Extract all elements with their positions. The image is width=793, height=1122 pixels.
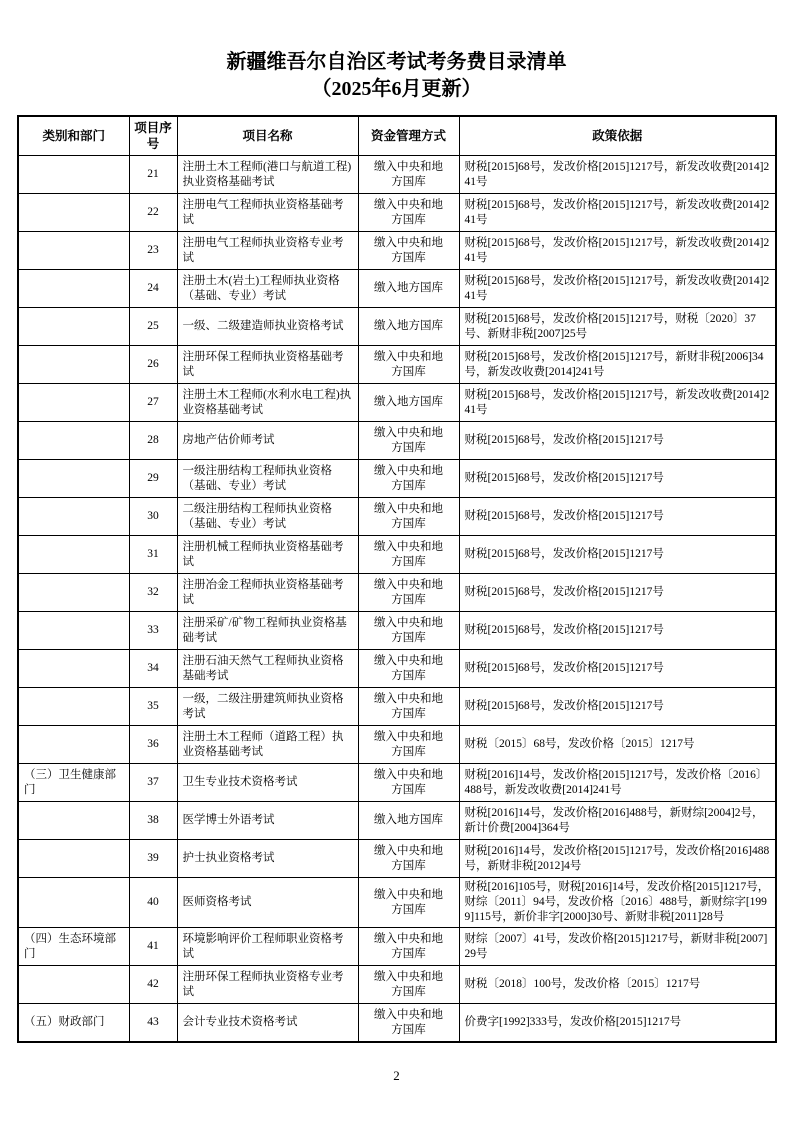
category-cell — [18, 688, 129, 726]
fund-method-cell: 缴入中央和地方国库 — [358, 928, 459, 966]
table-row — [18, 422, 776, 460]
policy-basis-cell: 财税[2015]68号，发改价格[2015]1217号 — [459, 422, 776, 460]
table-row — [18, 536, 776, 574]
policy-basis-cell: 财税[2016]105号，财税[2016]14号，发改价格[2015]1217号，财综〔2011〕94号，发改价格〔2016〕488号，新财综字[1999]115号，新价非字[2000]30号、新财非税[2011]28号 — [459, 878, 776, 928]
table-row — [18, 840, 776, 878]
item-name-cell: 一级注册结构工程师执业资格（基础、专业）考试 — [177, 460, 358, 498]
policy-basis-cell: 财税[2015]68号，发改价格[2015]1217号 — [459, 460, 776, 498]
category-cell — [18, 966, 129, 1004]
item-number-cell: 30 — [129, 498, 177, 536]
item-number-cell: 28 — [129, 422, 177, 460]
table-row — [18, 764, 776, 802]
category-cell: （三）卫生健康部门 — [18, 764, 129, 802]
fund-method-cell: 缴入中央和地方国库 — [358, 966, 459, 1004]
category-cell — [18, 650, 129, 688]
header-item-name: 项目名称 — [177, 116, 358, 156]
policy-basis-cell: 财税[2015]68号，发改价格[2015]1217号，新财非税[2006]34号，新发改收费[2014]241号 — [459, 346, 776, 384]
fund-method-cell: 缴入地方国库 — [358, 270, 459, 308]
table-row — [18, 498, 776, 536]
table-row — [18, 308, 776, 346]
item-number-cell: 43 — [129, 1004, 177, 1043]
category-cell — [18, 498, 129, 536]
item-number-cell: 22 — [129, 194, 177, 232]
policy-basis-cell: 财税[2015]68号，发改价格[2015]1217号 — [459, 650, 776, 688]
header-item-number: 项目序号 — [129, 116, 177, 156]
category-cell — [18, 384, 129, 422]
policy-basis-cell: 财税[2015]68号，发改价格[2015]1217号，新发改收费[2014]241号 — [459, 194, 776, 232]
item-name-cell: 注册土木工程师(水利水电工程)执业资格基础考试 — [177, 384, 358, 422]
category-cell — [18, 422, 129, 460]
item-number-cell: 41 — [129, 928, 177, 966]
policy-basis-cell: 财税[2015]68号，发改价格[2015]1217号，新发改收费[2014]241号 — [459, 384, 776, 422]
table-row — [18, 346, 776, 384]
category-cell — [18, 232, 129, 270]
category-cell — [18, 270, 129, 308]
item-number-cell: 34 — [129, 650, 177, 688]
policy-basis-cell: 财税[2015]68号，发改价格[2015]1217号 — [459, 688, 776, 726]
item-number-cell: 39 — [129, 840, 177, 878]
item-number-cell: 24 — [129, 270, 177, 308]
category-cell — [18, 194, 129, 232]
policy-basis-cell: 财税[2015]68号，发改价格[2015]1217号 — [459, 536, 776, 574]
category-cell — [18, 612, 129, 650]
item-name-cell: 卫生专业技术资格考试 — [177, 764, 358, 802]
policy-basis-cell: 财税〔2015〕68号，发改价格〔2015〕1217号 — [459, 726, 776, 764]
item-name-cell: 医学博士外语考试 — [177, 802, 358, 840]
item-number-cell: 35 — [129, 688, 177, 726]
category-cell: （五）财政部门 — [18, 1004, 129, 1043]
policy-basis-cell: 财税[2016]14号，发改价格[2015]1217号，发改价格[2016]488号，新财非税[2012]4号 — [459, 840, 776, 878]
policy-basis-cell: 财税[2015]68号，发改价格[2015]1217号，新发改收费[2014]241号 — [459, 270, 776, 308]
table-row — [18, 650, 776, 688]
table-row — [18, 156, 776, 194]
fund-method-cell: 缴入地方国库 — [358, 308, 459, 346]
fund-method-cell: 缴入中央和地方国库 — [358, 460, 459, 498]
fund-method-cell: 缴入中央和地方国库 — [358, 688, 459, 726]
category-cell — [18, 156, 129, 194]
fund-method-cell: 缴入中央和地方国库 — [358, 726, 459, 764]
item-name-cell: 护士执业资格考试 — [177, 840, 358, 878]
fund-method-cell: 缴入中央和地方国库 — [358, 498, 459, 536]
table-row — [18, 928, 776, 966]
category-cell — [18, 878, 129, 928]
item-name-cell: 注册土木工程师（道路工程）执业资格基础考试 — [177, 726, 358, 764]
category-cell — [18, 346, 129, 384]
item-number-cell: 40 — [129, 878, 177, 928]
category-cell — [18, 536, 129, 574]
table-row — [18, 194, 776, 232]
item-name-cell: 注册机械工程师执业资格基础考试 — [177, 536, 358, 574]
policy-basis-cell: 价费字[1992]333号，发改价格[2015]1217号 — [459, 1004, 776, 1043]
category-cell — [18, 308, 129, 346]
item-name-cell: 一级，二级注册建筑师执业资格考试 — [177, 688, 358, 726]
policy-basis-cell: 财税[2015]68号，发改价格[2015]1217号 — [459, 574, 776, 612]
document-title: 新疆维吾尔自治区考试考务费目录清单 — [226, 51, 567, 73]
fund-method-cell: 缴入中央和地方国库 — [358, 612, 459, 650]
item-number-cell: 25 — [129, 308, 177, 346]
fund-method-cell: 缴入中央和地方国库 — [358, 232, 459, 270]
item-number-cell: 37 — [129, 764, 177, 802]
table-row — [18, 1004, 776, 1043]
category-cell: （四）生态环境部门 — [18, 928, 129, 966]
policy-basis-cell: 财税[2015]68号，发改价格[2015]1217号，新发改收费[2014]241号 — [459, 156, 776, 194]
policy-basis-cell: 财综〔2007〕41号，发改价格[2015]1217号，新财非税[2007]29号 — [459, 928, 776, 966]
item-name-cell: 注册冶金工程师执业资格基础考试 — [177, 574, 358, 612]
category-cell — [18, 840, 129, 878]
table-row — [18, 966, 776, 1004]
policy-basis-cell: 财税[2016]14号，发改价格[2016]488号，新财综[2004]2号，新计价费[2004]364号 — [459, 802, 776, 840]
policy-basis-cell: 财税〔2018〕100号，发改价格〔2015〕1217号 — [459, 966, 776, 1004]
item-name-cell: 房地产估价师考试 — [177, 422, 358, 460]
header-policy-basis: 政策依据 — [459, 116, 776, 156]
table-row — [18, 726, 776, 764]
fee-table-body — [18, 156, 776, 1043]
category-cell — [18, 802, 129, 840]
item-number-cell: 23 — [129, 232, 177, 270]
fund-method-cell: 缴入中央和地方国库 — [358, 422, 459, 460]
item-name-cell: 注册采矿/矿物工程师执业资格基础考试 — [177, 612, 358, 650]
table-row — [18, 270, 776, 308]
item-name-cell: 会计专业技术资格考试 — [177, 1004, 358, 1043]
item-name-cell: 医师资格考试 — [177, 878, 358, 928]
item-name-cell: 注册电气工程师执业资格基础考试 — [177, 194, 358, 232]
table-row — [18, 574, 776, 612]
header-row — [18, 116, 776, 156]
item-name-cell: 注册土木工程师(港口与航道工程)执业资格基础考试 — [177, 156, 358, 194]
category-cell — [18, 460, 129, 498]
header-fund-method: 资金管理方式 — [358, 116, 459, 156]
item-name-cell: 一级、二级建造师执业资格考试 — [177, 308, 358, 346]
item-name-cell: 环境影响评价工程师职业资格考试 — [177, 928, 358, 966]
policy-basis-cell: 财税[2015]68号，发改价格[2015]1217号 — [459, 498, 776, 536]
document-subtitle: （2025年6月更新） — [311, 78, 482, 100]
item-number-cell: 32 — [129, 574, 177, 612]
item-name-cell: 注册电气工程师执业资格专业考试 — [177, 232, 358, 270]
document-heading — [0, 49, 793, 103]
item-number-cell: 27 — [129, 384, 177, 422]
table-row — [18, 232, 776, 270]
item-number-cell: 33 — [129, 612, 177, 650]
item-number-cell: 26 — [129, 346, 177, 384]
fund-method-cell: 缴入地方国库 — [358, 802, 459, 840]
table-row — [18, 384, 776, 422]
fund-method-cell: 缴入中央和地方国库 — [358, 878, 459, 928]
table-row — [18, 802, 776, 840]
fund-method-cell: 缴入中央和地方国库 — [358, 1004, 459, 1043]
category-cell — [18, 726, 129, 764]
fund-method-cell: 缴入中央和地方国库 — [358, 650, 459, 688]
table-row — [18, 612, 776, 650]
page-number: 2 — [393, 1068, 400, 1083]
category-cell — [18, 574, 129, 612]
item-number-cell: 36 — [129, 726, 177, 764]
fee-catalog-table — [17, 115, 777, 1043]
item-name-cell: 二级注册结构工程师执业资格（基础、专业）考试 — [177, 498, 358, 536]
item-number-cell: 29 — [129, 460, 177, 498]
policy-basis-cell: 财税[2015]68号，发改价格[2015]1217号 — [459, 612, 776, 650]
policy-basis-cell: 财税[2015]68号，发改价格[2015]1217号，新发改收费[2014]241号 — [459, 232, 776, 270]
fund-method-cell: 缴入中央和地方国库 — [358, 156, 459, 194]
fund-method-cell: 缴入中央和地方国库 — [358, 346, 459, 384]
fund-method-cell: 缴入地方国库 — [358, 384, 459, 422]
policy-basis-cell: 财税[2015]68号，发改价格[2015]1217号，财税〔2020〕37号、新财非税[2007]25号 — [459, 308, 776, 346]
table-row — [18, 688, 776, 726]
item-number-cell: 42 — [129, 966, 177, 1004]
table-row — [18, 460, 776, 498]
header-category: 类别和部门 — [18, 116, 129, 156]
fund-method-cell: 缴入中央和地方国库 — [358, 536, 459, 574]
fund-method-cell: 缴入中央和地方国库 — [358, 194, 459, 232]
fund-method-cell: 缴入中央和地方国库 — [358, 574, 459, 612]
item-name-cell: 注册环保工程师执业资格专业考试 — [177, 966, 358, 1004]
fund-method-cell: 缴入中央和地方国库 — [358, 764, 459, 802]
item-name-cell: 注册石油天然气工程师执业资格基础考试 — [177, 650, 358, 688]
item-number-cell: 31 — [129, 536, 177, 574]
item-name-cell: 注册环保工程师执业资格基础考试 — [177, 346, 358, 384]
table-row — [18, 878, 776, 928]
fund-method-cell: 缴入中央和地方国库 — [358, 840, 459, 878]
policy-basis-cell: 财税[2016]14号，发改价格[2015]1217号，发改价格〔2016〕488号，新发改收费[2014]241号 — [459, 764, 776, 802]
item-number-cell: 21 — [129, 156, 177, 194]
item-name-cell: 注册土木(岩土)工程师执业资格（基础、专业）考试 — [177, 270, 358, 308]
item-number-cell: 38 — [129, 802, 177, 840]
